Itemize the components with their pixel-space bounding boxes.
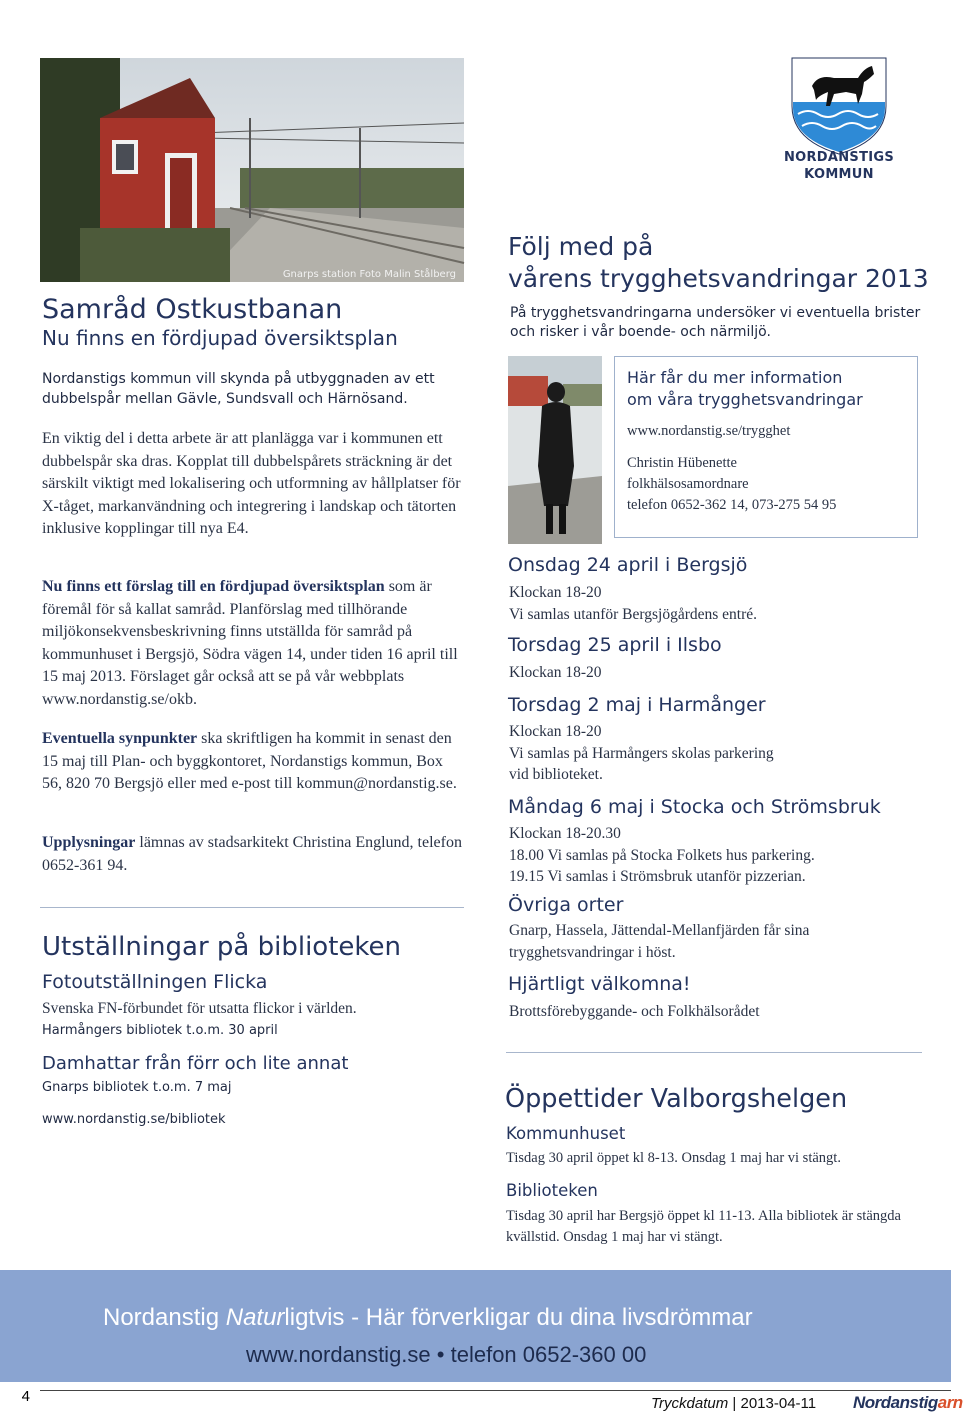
footer-rule [40,1390,951,1391]
samrad-paragraph-4-bold: Upplysningar [42,834,136,851]
samrad-paragraph-1: En viktig del i detta arbete är att planlägga var i kommunen ett dubbelspår ska dras. Kopplat till dubbelspårets sträckning är det särskilt viktigt med lokalisering och utformning av hållplatser för X-tåget, markanvändning och integrering i landskap och tätorten inklusive kopplingar till nya E4. [42,430,461,537]
trygghet-link[interactable]: www.nordanstig.se/trygghet [627,423,791,439]
station-photo-image [40,58,464,282]
samrad-paragraph-3-text: ska skriftligen ha kommit in senast den 15 maj till Plan- och byggkontoret, Nordanstigs kommun, Box 56, 820 70 Bergsjö eller med e-post till kommun@nordanstig.se. [42,730,457,792]
right-divider [506,1052,922,1053]
logo-text-line2: KOMMUN [804,167,874,182]
samrad-paragraph-2-bold: Nu finns ett förslag till en fördjupad översiktsplan [42,578,385,595]
event-3-heading: Torsdag 2 maj i Harmånger [508,694,766,716]
banner-separator: • [436,1342,445,1367]
event-5-details [509,920,809,963]
contact-info [627,453,836,516]
event-5-heading: Övriga orter [508,894,624,916]
bibliotek-link[interactable]: www.nordanstig.se/bibliotek [42,1112,226,1127]
samrad-paragraph-4-text: lämnas av stadsarkitekt Christina Englund, telefon 0652-361 94. [42,834,462,874]
print-date-value: 2013-04-11 [740,1395,817,1412]
kommunhuset-hours: Tisdag 30 april öppet kl 8-13. Onsdag 1 maj har vi stängt. [506,1150,841,1166]
banner-ligtvis: ligtvis [284,1304,345,1331]
samrad-lead: Nordanstigs kommun vill skynda på utbyggnaden av ett dubbelspår mellan Gävle, Sundsvall och Härnösand. [42,371,435,407]
trygghet-title-line1: Följ med på [508,232,654,261]
event-4-heading: Måndag 6 maj i Stocka och Strömsbruk [508,796,881,818]
utstallning-2-title: Damhattar från förr och lite annat [42,1053,349,1074]
samrad-paragraph-3-bold: Eventuella synpunkter [42,730,198,747]
info-box [614,356,918,538]
samrad-subtitle: Nu finns en fördjupad översiktsplan [42,326,398,350]
banner-slogan-text: - Här förverkligar du dina livsdrömmar [344,1304,753,1331]
banner-natur: Natur [225,1304,285,1331]
event-1-heading: Onsdag 24 april i Bergsjö [508,554,748,576]
trygghet-intro: På trygghetsvandringarna undersöker vi eventuella brister och risker i vår boende- och närmiljö. [510,305,921,340]
event-1-details [509,582,757,625]
event-5-line1: Gnarp, Hassela, Jättendal-Mellanfjärden får sina [509,922,810,939]
utstallning-1-organizer: Svenska FN-förbundet för utsatta flickor i världen. [42,1000,357,1017]
banner-slogan [103,1304,753,1332]
print-date-separator: | [732,1395,737,1412]
event-4-details [509,823,815,888]
event-2-time: Klockan 18-20 [509,664,602,681]
trygghet-title-line2: vårens trygghetsvandringar 2013 [508,264,929,293]
contact-role: folkhälsosamordnare [627,476,749,492]
utstallning-1-title: Fotoutställningen Flicka [42,971,268,993]
event-3-details [509,721,774,786]
samrad-title: Samråd Ostkustbanan [42,294,343,325]
print-date [651,1395,816,1412]
banner-phone: telefon 0652-360 00 [450,1342,647,1367]
banner-brand: Nordanstig [103,1304,220,1331]
walking-person-image [508,356,602,544]
nordanstig-logo [778,54,900,186]
footer-brand-accent: arn [937,1393,963,1412]
contact-name: Christin Hübenette [627,455,737,471]
samrad-paragraph-2-text: som är föremål för så kallat samråd. Planförslag med tillhörande miljökonsekvensbeskrivning finns utställda för samråd på kommunhuset i Bergsjö, Södra vägen 14, under tiden 16 april till 15 maj 2013. Förslaget går också att se på vår webbplats www.nordanstig.se/okb. [42,578,458,708]
event-4-time: Klockan 18-20.30 [509,825,621,842]
event-4-stop-1: 18.00 Vi samlas på Stocka Folkets hus parkering. [509,846,815,864]
station-photo [40,58,464,282]
banner-contact [246,1342,646,1368]
welcome-heading: Hjärtligt välkomna! [508,973,691,995]
event-1-time: Klockan 18-20 [509,584,602,601]
event-3-place: Vi samlas på Harmångers skolas parkering [509,744,774,762]
left-divider [40,907,464,908]
samrad-paragraph-3 [42,728,462,796]
walking-person-photo [508,356,602,544]
print-date-label: Tryckdatum [651,1395,729,1412]
trygghet-title [508,231,948,295]
info-box-title-line1: Här får du mer information [627,368,843,387]
logo-text-line1: NORDANSTIGS [783,150,895,165]
event-3-time: Klockan 18-20 [509,723,602,740]
utstallning-2-place: Gnarps bibliotek t.o.m. 7 maj [42,1080,232,1095]
kommunhuset-heading: Kommunhuset [506,1124,626,1143]
event-2-heading: Torsdag 25 april i Ilsbo [508,634,722,656]
samrad-paragraph-4 [42,832,462,877]
welcome-signature: Brottsförebyggande- och Folkhälsorådet [509,1003,760,1020]
biblioteken-hours: Tisdag 30 april har Bergsjö öppet kl 11-13. Alla bibliotek är stängda kvällstid. Onsdag 1 maj har vi stängt. [506,1208,901,1245]
footer-banner [0,1270,951,1382]
oppettider-title: Öppettider Valborgshelgen [505,1084,848,1114]
event-4-stop-2: 19.15 Vi samlas i Strömsbruk utanför pizzerian. [509,868,806,885]
utstallningar-title: Utställningar på biblioteken [42,932,401,962]
banner-web-link[interactable]: www.nordanstig.se [246,1342,431,1367]
contact-phone: telefon 0652-362 14, 073-275 54 95 [627,497,837,513]
info-box-title [627,367,863,411]
event-5-line2: trygghetsvandringar i höst. [509,943,676,961]
page-number: 4 [21,1388,30,1405]
samrad-paragraph-2 [42,576,462,711]
biblioteken-heading: Biblioteken [506,1181,598,1200]
event-3-place-cont: vid biblioteket. [509,766,603,783]
utstallning-1-place: Harmångers bibliotek t.o.m. 30 april [42,1023,278,1038]
event-2-details [509,662,602,684]
info-box-title-line2: om våra trygghetsvandringar [627,390,863,409]
event-1-place: Vi samlas utanför Bergsjögårdens entré. [509,605,758,623]
footer-brand-main: Nordanstig [853,1393,938,1412]
footer-brand-logo [853,1393,963,1413]
photo-caption: Gnarps station Foto Malin Stålberg [282,269,456,280]
